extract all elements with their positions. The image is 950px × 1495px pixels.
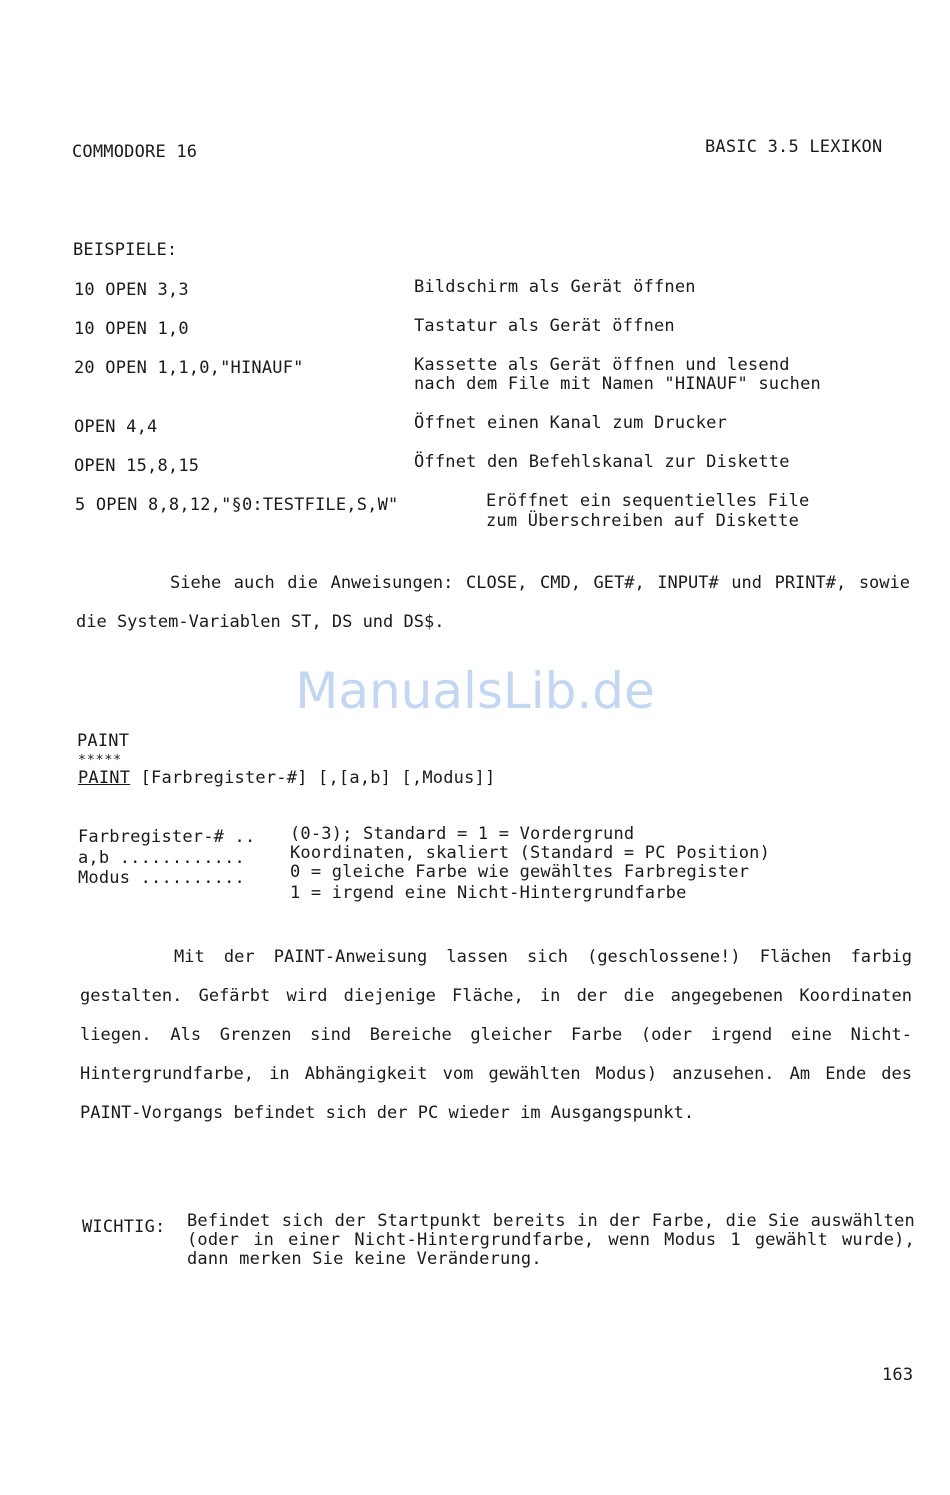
header-left: COMMODORE 16 <box>72 142 198 162</box>
note-text: Befindet sich der Startpunkt bereits in der Farbe, die Sie auswählten (oder in einer Nicht-Hintergrundfarbe, wenn Modus 1 gewählt wurde), dann merken Sie keine Veränderung. <box>187 1211 915 1269</box>
examples-heading: BEISPIELE: <box>73 240 178 260</box>
syntax-arguments: [Farbregister-#] [,[a,b] [,Modus]] <box>130 768 496 788</box>
example-desc: Öffnet den Befehlskanal zur Diskette <box>414 452 790 472</box>
param-name: Modus .......... <box>78 868 245 888</box>
example-code: 20 OPEN 1,1,0,"HINAUF" <box>74 358 304 378</box>
example-code: OPEN 15,8,15 <box>74 456 200 476</box>
example-code: OPEN 4,4 <box>74 417 158 437</box>
example-desc: Bildschirm als Gerät öffnen <box>414 277 696 297</box>
example-code: 10 OPEN 3,3 <box>74 280 189 300</box>
param-name: a,b ............ <box>78 848 245 868</box>
syntax-keyword: PAINT <box>78 768 131 788</box>
example-desc-continued: zum Überschreiben auf Diskette <box>486 511 800 531</box>
section-title-stars: ***** <box>78 753 123 768</box>
page-number: 163 <box>882 1365 914 1385</box>
syntax-line <box>78 768 495 788</box>
param-desc: 0 = gleiche Farbe wie gewähltes Farbregister <box>290 862 750 882</box>
body-paragraph: Mit der PAINT-Anweisung lassen sich (geschlossene!) Flächen farbig gestalten. Gefärbt wird diejenige Fläche, in der die angegebenen Koordinaten liegen. Als Grenzen sind Bereiche gleicher Farbe (oder irgend eine Nicht-Hintergrundfarbe, in Abhängigkeit vom gewählten Modus) anzusehen. Am Ende des PAINT-Vorgangs befindet sich der PC wieder im Ausgangspunkt. <box>80 947 912 1123</box>
watermark: ManualsLib.de <box>295 662 655 720</box>
example-desc: Eröffnet ein sequentielles File <box>486 491 810 511</box>
example-code: 5 OPEN 8,8,12,"§0:TESTFILE,S,W" <box>75 495 399 515</box>
example-code: 10 OPEN 1,0 <box>74 319 189 339</box>
param-name: Farbregister-# .. <box>78 827 256 847</box>
param-desc: 1 = irgend eine Nicht-Hintergrundfarbe <box>290 883 687 903</box>
param-desc: (0-3); Standard = 1 = Vordergrund <box>290 824 635 844</box>
header-right: BASIC 3.5 LEXIKON <box>705 137 883 157</box>
param-desc: Koordinaten, skaliert (Standard = PC Position) <box>290 843 771 863</box>
example-desc: Öffnet einen Kanal zum Drucker <box>414 413 728 433</box>
example-desc: Kassette als Gerät öffnen und lesend <box>414 355 790 375</box>
see-also-paragraph: Siehe auch die Anweisungen: CLOSE, CMD, GET#, INPUT# und PRINT#, sowie die System-Variablen ST, DS und DS$. <box>76 573 910 632</box>
example-desc: Tastatur als Gerät öffnen <box>414 316 675 336</box>
section-title: PAINT <box>77 731 130 751</box>
note-label: WICHTIG: <box>82 1217 166 1237</box>
example-desc-continued: nach dem File mit Namen "HINAUF" suchen <box>414 374 821 394</box>
